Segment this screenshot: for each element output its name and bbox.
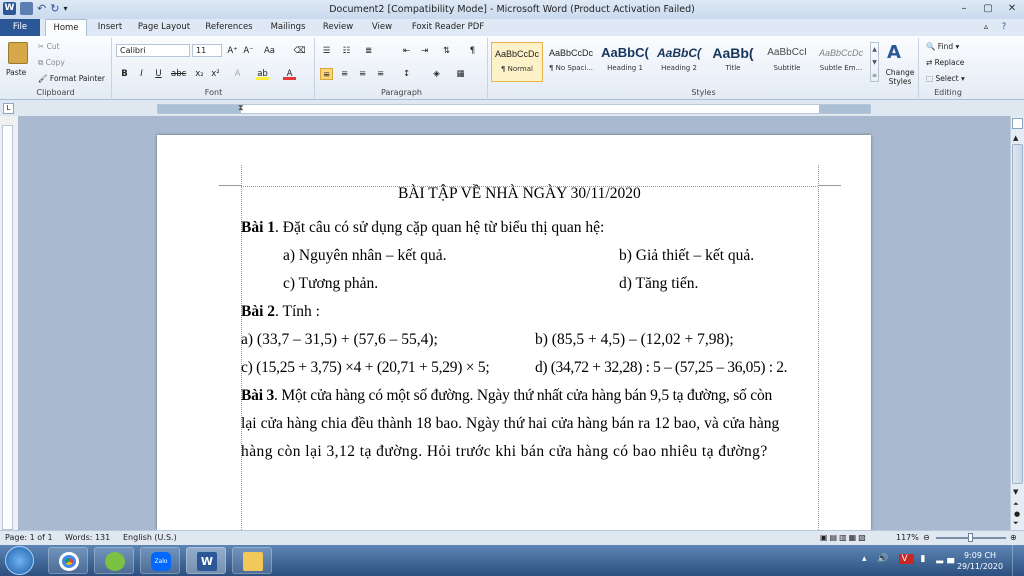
page-count[interactable]: Page: 1 of 1	[5, 533, 53, 542]
align-center-icon[interactable]: ≡	[340, 69, 349, 79]
format-painter-label: Format Painter	[49, 74, 105, 83]
line-spacing-icon[interactable]: ↕	[402, 69, 411, 79]
style-normal-name: ¶ Normal	[500, 65, 533, 73]
start-button[interactable]	[5, 546, 34, 575]
ruler-left-margin	[158, 105, 241, 113]
vertical-ruler[interactable]	[2, 125, 13, 530]
bold-button[interactable]: B	[121, 69, 128, 79]
tab-page-layout[interactable]: Page Layout	[137, 22, 191, 32]
paragraph-group	[316, 38, 488, 98]
decrease-indent-icon[interactable]: ⇤	[402, 46, 411, 56]
borders-icon[interactable]: ▦	[456, 69, 465, 79]
bai3-line-1	[241, 387, 772, 405]
cut-label: Cut	[46, 42, 60, 51]
styles-scroll-icon[interactable]: ▲ ▼ ≡	[870, 42, 879, 82]
show-formatting-icon[interactable]: ¶	[469, 46, 476, 56]
cut-button[interactable]: ✂ Cut	[38, 42, 60, 51]
bai2-item-d: d) (34,72 + 32,28) : 5 – (57,25 – 36,05) : 2.	[535, 359, 788, 376]
sort-icon[interactable]: ⇅	[442, 46, 451, 56]
zalo-label: Zalo	[154, 558, 168, 565]
document-page[interactable]	[157, 135, 871, 530]
clipboard-group	[0, 38, 112, 98]
bai1-label: Bài 1	[241, 219, 276, 236]
align-right-icon[interactable]: ≡	[358, 69, 367, 79]
bai3-text-1: . Một cửa hàng có một số đường. Ngày thứ nhất cửa hàng bán 9,5 tạ đường, số còn	[274, 387, 773, 404]
bai3-label: Bài 3	[241, 387, 275, 404]
horizontal-ruler[interactable]	[157, 104, 871, 114]
paste-button[interactable]: Paste	[6, 68, 27, 77]
tab-references[interactable]: References	[205, 22, 253, 32]
title-bar	[0, 0, 1024, 19]
folder-icon	[243, 552, 263, 571]
style-normal-preview: AaBbCcDc	[494, 49, 539, 59]
change-styles-icon[interactable]: A	[887, 42, 901, 63]
taskbar-coccoc[interactable]	[94, 547, 134, 574]
scroll-up-icon[interactable]: ▲	[1013, 134, 1019, 142]
font-color-icon[interactable]: A	[283, 68, 296, 80]
italic-button[interactable]: I	[140, 69, 143, 79]
style-heading-1[interactable]	[599, 42, 651, 82]
clear-formatting-icon[interactable]: ⌫	[293, 46, 306, 56]
highlight-color-icon[interactable]: ab	[257, 69, 268, 79]
clock-time: 9:09 CH	[963, 551, 997, 560]
zoom-level[interactable]: 117%	[896, 533, 919, 542]
show-desktop-button[interactable]	[1012, 545, 1024, 576]
clock[interactable]	[955, 550, 1005, 572]
ribbon	[0, 36, 1024, 100]
styles-group	[489, 38, 919, 98]
ruler-right-margin	[819, 105, 870, 113]
find-label: Find	[937, 42, 954, 51]
bai2-text: . Tính :	[275, 303, 320, 320]
underline-button[interactable]: U	[155, 69, 162, 79]
text-effects-icon[interactable]: A	[234, 69, 241, 79]
text-boundary-right	[818, 165, 819, 530]
tab-selector-icon[interactable]: L	[3, 103, 14, 114]
tab-insert[interactable]: Insert	[97, 22, 123, 32]
clock-date: 29/11/2020	[956, 562, 1004, 571]
customize-quick-access-icon[interactable]: ▾	[63, 4, 68, 13]
superscript-icon[interactable]: x²	[211, 69, 220, 79]
style-subtle-emphasis[interactable]	[815, 42, 867, 82]
font-size-combo[interactable]: 11	[192, 44, 222, 57]
tab-view[interactable]: View	[371, 22, 393, 32]
align-left-icon[interactable]: ≡	[320, 68, 333, 80]
bai2-label: Bài 2	[241, 303, 276, 320]
ribbon-tabs	[0, 19, 1024, 36]
style-heading-2-preview: AaBbC(	[657, 46, 701, 60]
crop-mark-left	[219, 185, 241, 186]
style-no-spacing-preview: AaBbCcDc	[548, 48, 593, 58]
taskbar-zalo[interactable]	[140, 547, 180, 574]
style-normal[interactable]	[491, 42, 543, 82]
view-buttons[interactable]: ▣▤▥▦▧	[820, 533, 868, 542]
clipboard-group-label: Clipboard	[36, 88, 75, 97]
next-page-icon[interactable]: ⏷	[1013, 519, 1019, 527]
bullets-icon[interactable]: ☰	[322, 46, 331, 56]
style-title-preview: AaBb(	[712, 45, 754, 61]
copy-button[interactable]: ⧉ Copy	[38, 58, 65, 67]
select-label: Select	[935, 74, 959, 83]
increase-indent-icon[interactable]: ⇥	[420, 46, 429, 56]
chrome-icon	[59, 552, 79, 571]
ruler-toggle-icon[interactable]	[1012, 118, 1023, 129]
paragraph-group-label: Paragraph	[381, 88, 422, 97]
styles-group-label: Styles	[691, 88, 716, 97]
bai1-option-d: d) Tăng tiến.	[619, 275, 699, 292]
replace-button[interactable]: ⇄ Replace	[926, 58, 965, 67]
change-styles-button[interactable]: Change Styles	[885, 68, 915, 86]
taskbar	[0, 545, 1024, 576]
style-no-spacing-name: ¶ No Spaci...	[548, 64, 594, 72]
bai1-option-b: b) Giả thiết – kết quả.	[619, 247, 755, 264]
style-title-name: Title	[725, 64, 741, 72]
bai1-option-c: c) Tương phản.	[283, 275, 379, 292]
document-title: BÀI TẬP VỀ NHÀ NGÀY 30/11/2020	[398, 185, 641, 202]
taskbar-word[interactable]	[186, 547, 226, 574]
bai3-line-2: lại cửa hàng chia đều thành 18 bao. Ngày thứ hai cửa hàng bán ra 12 bao, và cửa hàng	[241, 415, 780, 432]
system-tray: ▴ 🔊 V ▮ ▂▄	[862, 554, 959, 564]
scroll-down-icon[interactable]: ▼	[1013, 488, 1019, 496]
tab-file[interactable]: File	[0, 19, 40, 36]
bai2-item-b: b) (85,5 + 4,5) – (12,02 + 7,98);	[535, 331, 734, 348]
editing-group-label: Editing	[934, 88, 962, 97]
select-button[interactable]: ⬚ Select ▾	[926, 74, 965, 83]
style-subtle-emphasis-preview: AaBbCcDc	[818, 48, 863, 58]
font-group	[113, 38, 315, 98]
grow-font-icon[interactable]: A⁺	[227, 46, 238, 56]
zalo-icon	[151, 552, 171, 571]
strikethrough-icon[interactable]: abc	[171, 69, 187, 79]
style-heading-2[interactable]	[653, 42, 705, 82]
help-icon[interactable]: ?	[1001, 22, 1007, 32]
maximize-button[interactable]: ▢	[983, 3, 993, 14]
close-button[interactable]: ✕	[1007, 3, 1017, 14]
ribbon-minimize-icon[interactable]: ▵	[983, 22, 989, 32]
scroll-thumb[interactable]	[1012, 144, 1023, 484]
bai1-option-a: a) Nguyên nhân – kết quả.	[283, 247, 447, 264]
style-subtitle[interactable]	[761, 42, 813, 82]
subscript-icon[interactable]: x₂	[195, 69, 204, 79]
format-painter-button[interactable]: 🖌 Format Painter	[38, 74, 105, 83]
language[interactable]: English (U.S.)	[123, 533, 177, 542]
bai3-line-3: hàng còn lại 3,12 tạ đường. Hỏi trước khi bán cửa hàng có bao nhiêu tạ đường?	[241, 443, 768, 460]
word-icon: W	[197, 552, 217, 571]
window-title: Document2 [Compatibility Mode] - Microsoft Word (Product Activation Failed)	[329, 4, 695, 15]
justify-icon[interactable]: ≡	[376, 69, 385, 79]
word-count[interactable]: Words: 131	[65, 533, 111, 542]
multilevel-list-icon[interactable]: ≣	[364, 46, 373, 56]
zoom-in-icon[interactable]: ⊕	[1010, 533, 1017, 542]
style-heading-1-preview: AaBbC(	[601, 45, 649, 60]
style-heading-2-name: Heading 2	[661, 64, 697, 72]
style-no-spacing[interactable]	[545, 42, 597, 82]
bai1-line	[241, 219, 604, 237]
editing-group	[920, 38, 976, 98]
redo-icon[interactable]: ↻	[50, 2, 60, 15]
replace-label: Replace	[934, 58, 965, 67]
coccoc-icon	[105, 552, 125, 571]
font-name-combo[interactable]: Calibri	[116, 44, 190, 57]
minimize-button[interactable]: –	[961, 3, 967, 14]
style-subtitle-name: Subtitle	[773, 64, 801, 72]
change-case-icon[interactable]: Aa	[263, 46, 276, 56]
vertical-scrollbar[interactable]	[1010, 116, 1024, 530]
style-heading-1-name: Heading 1	[607, 64, 643, 72]
numbering-icon[interactable]: ☷	[342, 46, 351, 56]
bai1-text: . Đặt câu có sử dụng cặp quan hệ từ biểu thị quan hệ:	[275, 219, 605, 236]
tab-review[interactable]: Review	[322, 22, 354, 32]
font-group-label: Font	[204, 88, 223, 97]
tab-mailings[interactable]: Mailings	[270, 22, 306, 32]
tab-home[interactable]: Home	[45, 19, 87, 37]
bai2-line	[241, 303, 320, 321]
tab-foxit-reader-pdf[interactable]: Foxit Reader PDF	[411, 22, 485, 32]
indent-marker-icon[interactable]: ⧗	[238, 103, 244, 112]
zoom-slider-thumb[interactable]	[968, 533, 973, 542]
shrink-font-icon[interactable]: A⁻	[243, 46, 254, 56]
undo-icon[interactable]: ↶	[37, 2, 47, 15]
taskbar-chrome[interactable]	[48, 547, 88, 574]
paste-icon[interactable]	[8, 42, 28, 64]
find-button[interactable]: 🔍 Find ▾	[926, 42, 960, 51]
status-bar	[0, 530, 1024, 545]
taskbar-explorer[interactable]	[232, 547, 272, 574]
word-logo-icon: W	[4, 3, 15, 13]
style-subtle-emphasis-name: Subtle Em...	[819, 64, 863, 72]
bai2-item-a: a) (33,7 – 31,5) + (57,6 – 55,4);	[241, 331, 438, 348]
copy-label: Copy	[45, 58, 65, 67]
browse-object-icon[interactable]: ●	[1014, 510, 1021, 518]
shading-icon[interactable]: ◈	[433, 69, 440, 79]
style-subtitle-preview: AaBbCcI	[767, 47, 807, 58]
zoom-out-icon[interactable]: ⊖	[923, 533, 930, 542]
previous-page-icon[interactable]: ⏶	[1013, 500, 1019, 508]
bai2-item-c: c) (15,25 + 3,75) ×4 + (20,71 + 5,29) × 5;	[241, 359, 490, 376]
style-title[interactable]	[707, 42, 759, 82]
crop-mark-right	[819, 185, 841, 186]
